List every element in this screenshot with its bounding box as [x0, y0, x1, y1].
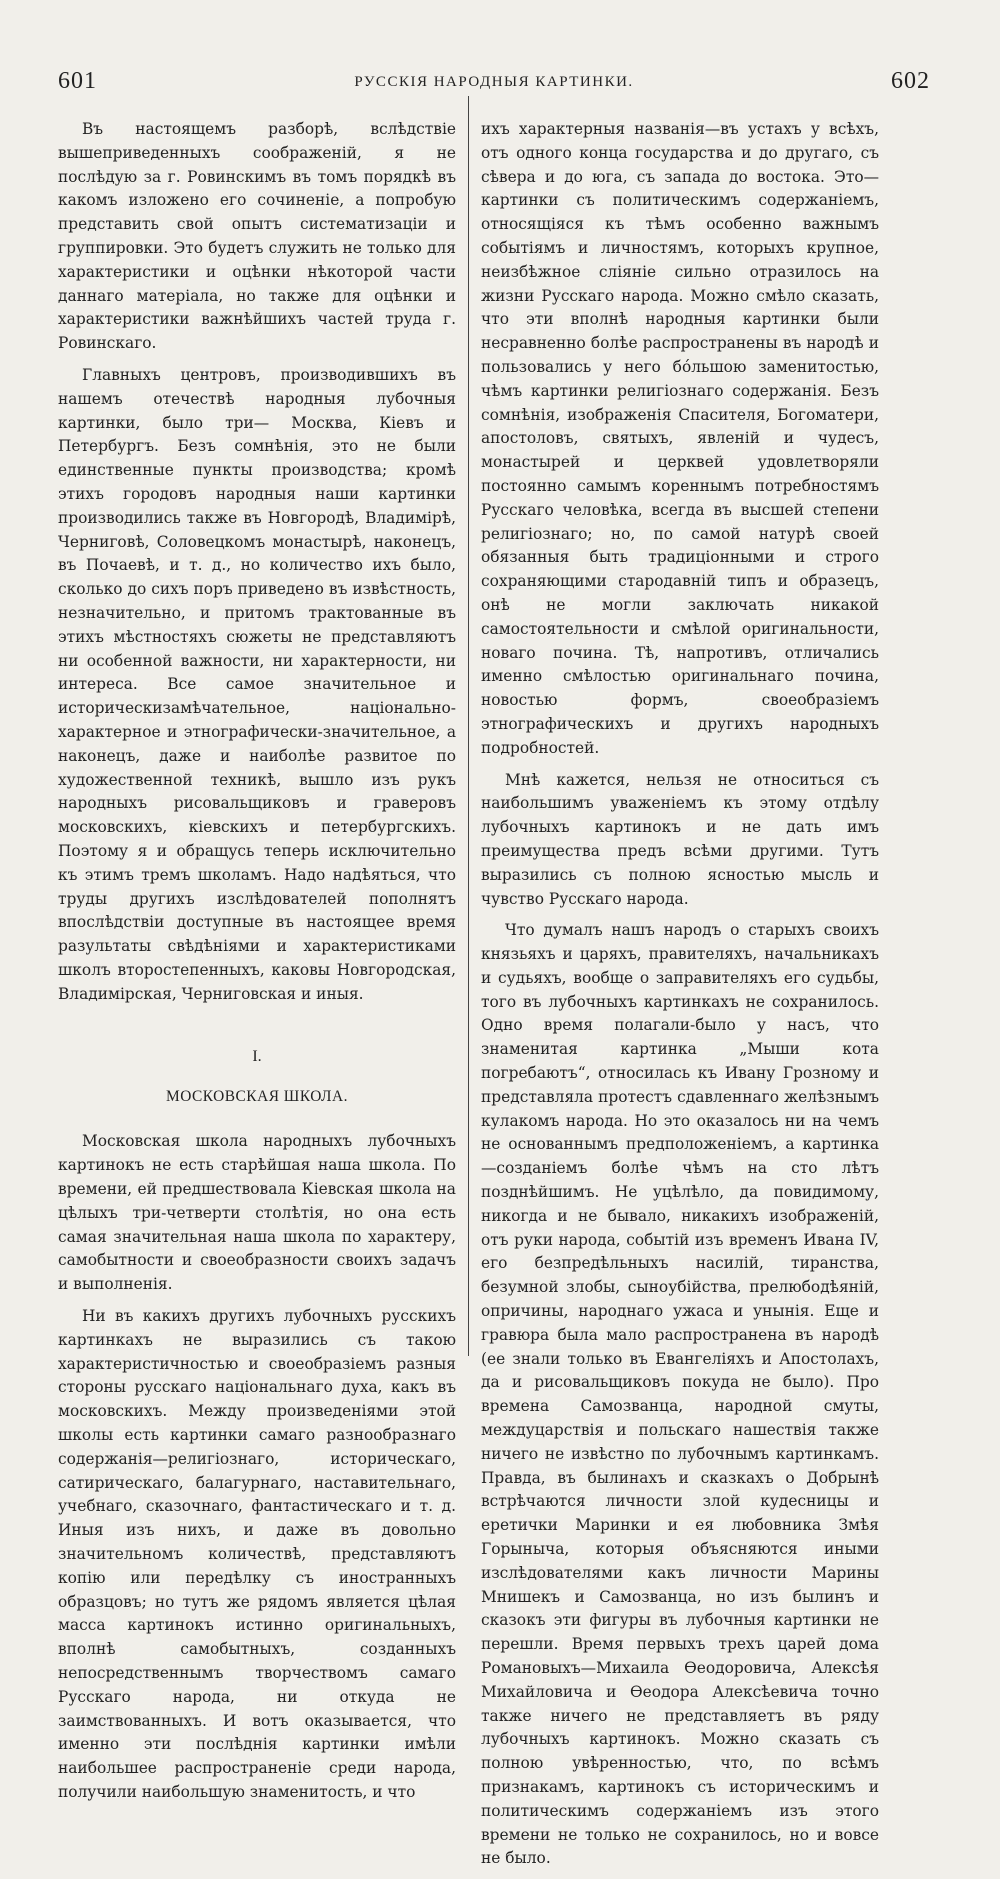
left-page-number: 601	[58, 68, 97, 94]
section-number: I.	[252, 1048, 262, 1066]
paragraph: Московская школа народныхъ лубочныхъ картинокъ не есть старѣйшая наша школа. По времени, ей предшествовала Кіевская школа на цѣлыхъ три-четверти столѣтія, но она есть самая значительная наша школа по характеру, самобытности и своеобразности своихъ задачъ и выполненія.	[58, 1132, 456, 1294]
right-column	[469, 118, 879, 1879]
paragraph: Главныхъ центровъ, производившихъ въ нашемъ отечествѣ народныя лубочныя картинки, было три— Москва, Кіевъ и Петербургъ. Безъ сомнѣнія, это не были единственные пункты производства; кромѣ этихъ городовъ народныя наши картинки производились также въ Новгородѣ, Владимірѣ, Черниговѣ, Соловецкомъ монастырѣ, наконецъ, въ Почаевѣ, и т. д., но количество ихъ было, сколько до сихъ поръ приведено въ извѣстность, незначительно, и притомъ трактованные въ этихъ мѣстностяхъ сюжеты не представляютъ ни особенной важности, ни характерности, ни интереса. Все самое значительное и историческизамѣчательное, національно-характерное и этнографически-значительное, а наконецъ, даже и наиболѣе развитое по художественной техникѣ, вышло изъ рукъ народныхъ рисовальщиковъ и граверовъ московскихъ, кіевскихъ и петербургскихъ. Поэтому я и обращусь теперь исключительно къ этимъ тремъ школамъ. Надо надѣяться, что труды другихъ изслѣдователей пополнятъ впослѣдствіи доступные въ настоящее время разультаты свѣдѣніями и характеристиками школъ второстепенныхъ, каковы Новгородская, Владимірская, Черниговская и иныя.	[58, 365, 456, 1003]
paragraph: ихъ характерныя названія—въ устахъ у всѣхъ, отъ одного конца государства и до другаго, съ сѣвера и до юга, съ запада до востока. Это—картинки съ политическимъ содержаніемъ, относящіяся къ тѣмъ особенно важнымъ событіямъ и личностямъ, которыхъ крупное, неизбѣжное сліяніе сильно отразилось на жизни Русскаго народа. Можно смѣло сказать, что эти вполнѣ народныя картинки были несравненно болѣе распространены въ народѣ и пользовались у него бóльшою заменитостью, чѣмъ картинки религіознаго содержанія. Безъ сомнѣнія, изображенія Спасителя, Богоматери, апостоловъ, святыхъ, явленій и чудесъ, монастырей и церквей удовлетворяли постоянно самымъ кореннымъ потребностямъ Русскаго человѣка, всегда въ высшей степени религіознаго; но, по самой натурѣ своей обязанныя быть традиціонными и строго сохраняющими стародавній типъ и образецъ, онѣ не могли заключать никакой самостоятельности и смѣлой оригинальности, новаго почина. Тѣ, напротивъ, отличались именно смѣлостью оригинальнаго почина, новостью формъ, своеобразіемъ этнографическихъ и другихъ народныхъ подробностей.	[481, 120, 879, 757]
page-header	[58, 68, 930, 108]
running-title: РУССКІЯ НАРОДНЫЯ КАРТИНКИ.	[354, 74, 634, 90]
two-column-body	[58, 118, 930, 1879]
paragraph: Что думалъ нашъ народъ о старыхъ своихъ князьяхъ и царяхъ, правителяхъ, начальникахъ и судьяхъ, вообще о заправителяхъ его судьбы, того въ лубочныхъ картинкахъ не сохранилось. Одно время полагали-было у насъ, что знаменитая картинка „Мыши кота погребаютъ“, относилась къ Ивану Грозному и представляла протестъ сдавленнаго желѣзнымъ кулакомъ народа. Но это оказалось ни на чемъ не основаннымъ предположеніемъ, а картинка—созданіемъ болѣе чѣмъ на сто лѣтъ позднѣйшимъ. Не уцѣлѣло, да повидимому, никогда и не бывало, никакихъ изображеній, отъ руки народа, событій изъ временъ Ивана IV, его безпредѣльныхъ насилій, тиранства, безумной злобы, сыноубійства, прелюбодѣяній, опричины, народнаго ужаса и унынія. Еще и гравюра была мало распространена въ народѣ (ее знали только въ Евангеліяхъ и Апостолахъ, да и рисовальщиковъ покуда не было). Про времена Самозванца, народной смуты, междуцарствія и польскаго нашествія также ничего не извѣстно по лубочнымъ картинкамъ. Правда, въ былинахъ и сказкахъ о Добрынѣ встрѣчаются личности злой кудесницы и еретички Маринки и ея любовника Змѣя Горыныча, которыя объясняются иными изслѣдователями какъ личности Марины Мнишекъ и Самозванца, но изъ былинъ и сказокъ эти фигуры въ лубочныя картинки не перешли. Время первыхъ трехъ царей дома Романовыхъ—Михаила Ѳеодоровича, Алексѣя Михайловича и Ѳеодора Алексѣевича точно также ничего не представляетъ въ ряду лубочныхъ картинокъ. Можно сказать съ полною увѣренностью, что, по всѣмъ признакамъ, картинокъ съ историческимъ и политическимъ содержаніемъ изъ этого времени не только не сохранилось, но и вовсе не было.	[481, 921, 879, 1868]
section-title: МОСКОВСКАЯ ШКОЛА.	[166, 1088, 348, 1106]
left-column	[58, 118, 468, 1879]
paragraph: Мнѣ кажется, нельзя не относиться съ наибольшимъ уваженіемъ къ этому отдѣлу лубочныхъ картинокъ и не дать имъ преимущества предъ всѣми другими. Тутъ выразились съ полною ясностью мысль и чувство Русскаго народа.	[481, 770, 879, 908]
paragraph: Въ настоящемъ разборѣ, вслѣдствіе вышеприведенныхъ соображеній, я не послѣдую за г. Ровинскимъ въ томъ порядкѣ въ какомъ изложено его сочиненіе, а попробую представить свой опытъ систематизаціи и группировки. Это будетъ служить не только для характеристики и оцѣнки нѣкоторой части даннаго матеріала, но также для оцѣнки и характеристики важнѣйшихъ частей труда г. Ровинскаго.	[58, 120, 456, 353]
paragraph: Ни въ какихъ другихъ лубочныхъ русскихъ картинкахъ не выразились съ такою характеристичностью и своеобразіемъ разныя стороны русскаго національнаго духа, какъ въ московскихъ. Между произведеніями этой школы есть картинки самаго разнообразнаго содержанія—религіознаго, историческаго, сатирическаго, балагурнаго, наставительнаго, учебнаго, сказочнаго, фантастическаго и т. д. Иныя изъ нихъ, и даже въ довольно значительномъ количествѣ, представляютъ копію или передѣлку съ иностранныхъ образцовъ; но тутъ же рядомъ является цѣлая масса картинокъ истинно оригинальныхъ, вполнѣ самобытныхъ, созданныхъ непосредственнымъ творчествомъ самаго Русскаго народа, ни откуда не заимствованныхъ. И вотъ оказывается, что именно эти послѣднія картинки имѣли наибольшее распространеніе среди народа, получили наибольшую знаменитость, и что	[58, 1307, 456, 1801]
right-page-number: 602	[891, 68, 930, 94]
